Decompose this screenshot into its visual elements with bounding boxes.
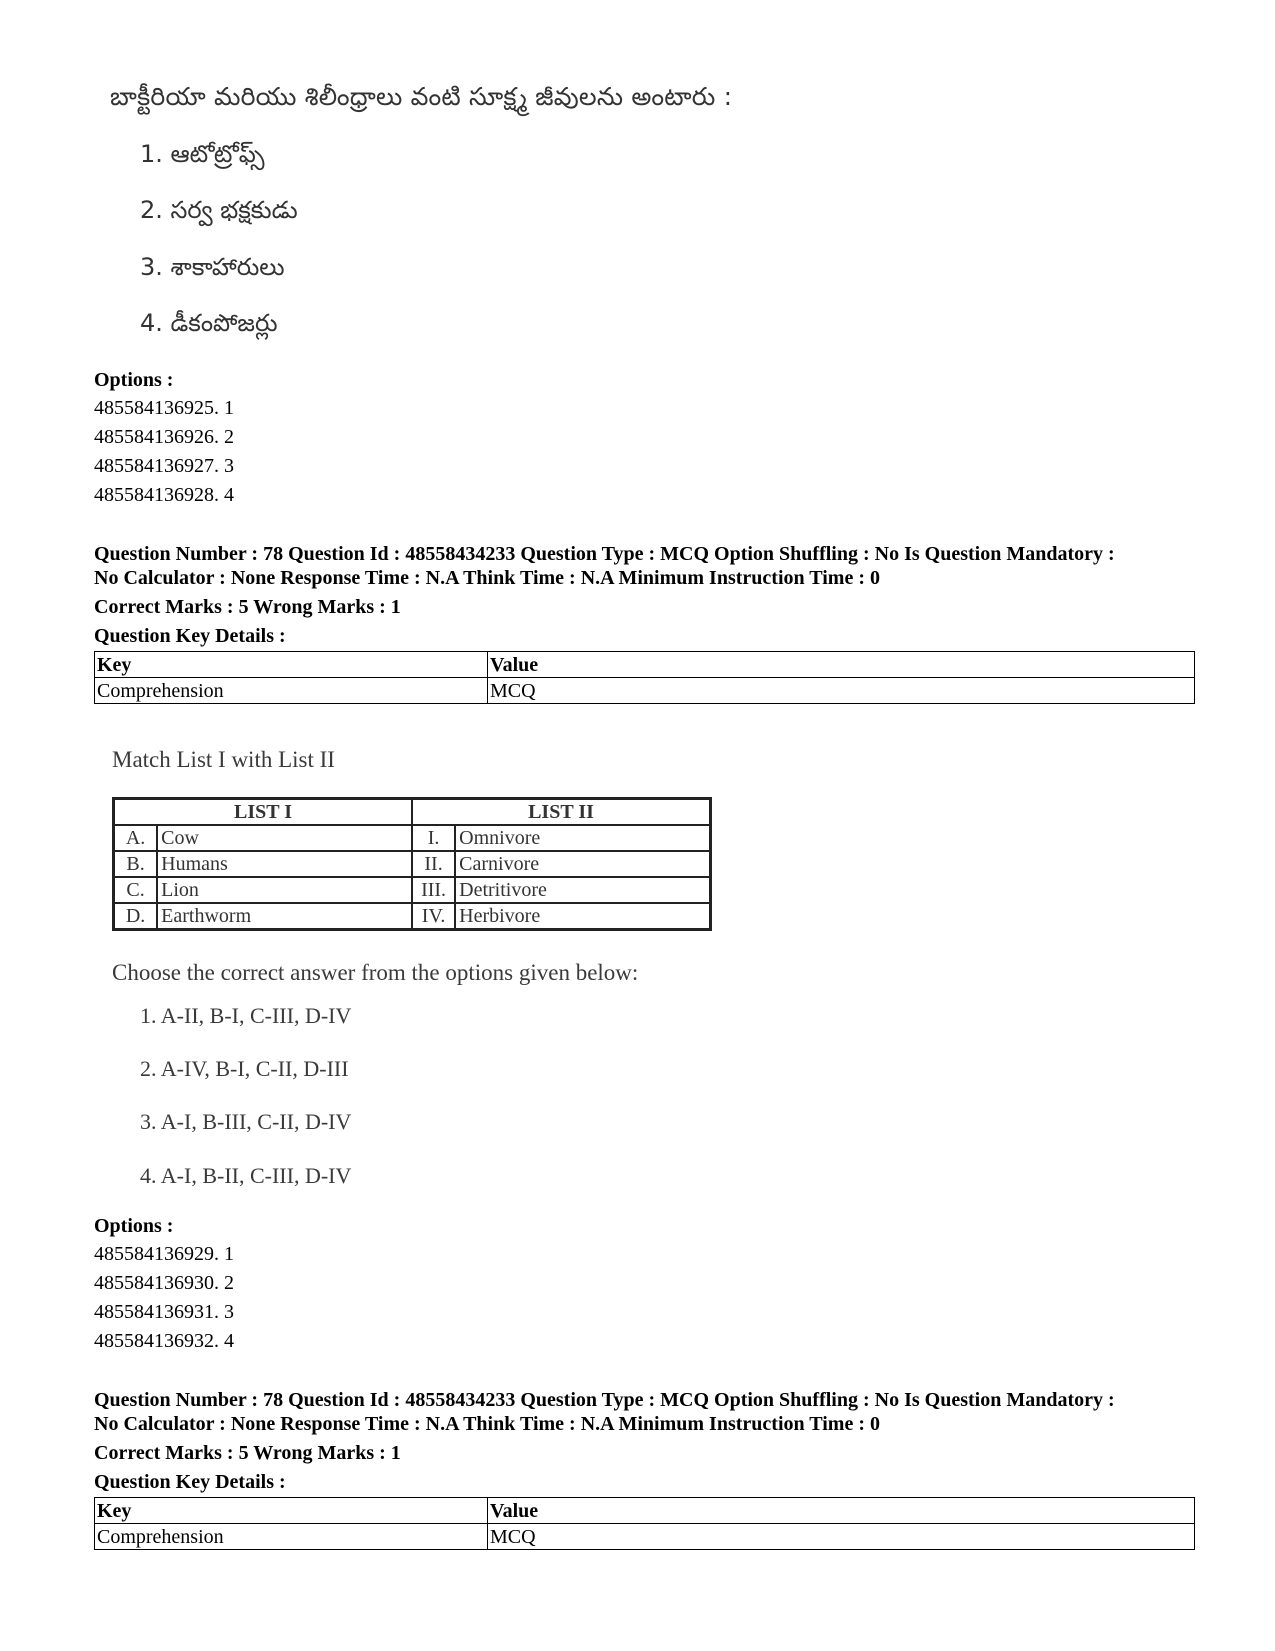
question-choice: 3. శాకాహారులు — [140, 253, 285, 281]
option-line: 485584136928. 4 — [94, 484, 234, 506]
list-ii-label: IV. — [412, 903, 455, 930]
list-i-label: D. — [114, 903, 158, 930]
question-meta — [94, 542, 1194, 704]
option-line: 485584136926. 2 — [94, 426, 234, 448]
list-i-label: C. — [114, 877, 158, 903]
match-row — [114, 851, 711, 877]
list-ii-item: Detritivore — [455, 877, 710, 903]
option-line: 485584136932. 4 — [94, 1330, 234, 1352]
option-line: 485584136927. 3 — [94, 455, 234, 477]
choose-instruction: Choose the correct answer from the options given below: — [112, 960, 639, 985]
list-i-item: Cow — [157, 825, 412, 851]
options-label: Options : — [94, 369, 174, 391]
question-text: బాక్టీరియా మరియు శిలీంధ్రాలు వంటి సూక్ష్మ జీవులను అంటారు : — [110, 82, 733, 111]
match-table — [112, 797, 712, 931]
marks-line: Correct Marks : 5 Wrong Marks : 1 — [94, 596, 401, 618]
list-ii-item: Herbivore — [455, 903, 710, 930]
question-choice: 2. సర్వ భక్షకుడు — [140, 196, 298, 224]
key-details-label: Question Key Details : — [94, 625, 286, 647]
match-row — [114, 825, 711, 851]
list-i-item: Lion — [157, 877, 412, 903]
list-ii-label: II. — [412, 851, 455, 877]
question-meta-line: No Calculator : None Response Time : N.A Think Time : N.A Minimum Instruction Time : 0 — [94, 567, 880, 589]
question-choice: 2. A-IV, B-I, C-II, D-III — [140, 1056, 349, 1081]
list-ii-header: LIST II — [412, 799, 711, 826]
key-header: Key — [95, 652, 488, 678]
question-meta-line: Question Number : 78 Question Id : 48558434233 Question Type : MCQ Option Shuffling : No Is Question Mandatory : — [94, 1389, 1115, 1411]
key-details-label: Question Key Details : — [94, 1471, 286, 1493]
list-ii-label: III. — [412, 877, 455, 903]
list-ii-item: Omnivore — [455, 825, 710, 851]
value-header: Value — [488, 652, 1195, 678]
key-header: Key — [95, 1498, 488, 1524]
list-i-item: Humans — [157, 851, 412, 877]
question-choice: 3. A-I, B-III, C-II, D-IV — [140, 1109, 352, 1134]
question-meta-line: No Calculator : None Response Time : N.A Think Time : N.A Minimum Instruction Time : 0 — [94, 1413, 880, 1435]
question-choice: 1. ఆటోట్రోఫ్స్ — [140, 140, 265, 168]
key-cell: Comprehension — [95, 1524, 488, 1550]
value-cell: MCQ — [488, 1524, 1195, 1550]
list-i-item: Earthworm — [157, 903, 412, 930]
option-line: 485584136930. 2 — [94, 1272, 234, 1294]
options-block — [94, 366, 1194, 510]
options-label: Options : — [94, 1215, 174, 1237]
list-ii-label: I. — [412, 825, 455, 851]
option-line: 485584136925. 1 — [94, 397, 234, 419]
list-ii-item: Carnivore — [455, 851, 710, 877]
match-row — [114, 877, 711, 903]
question-meta — [94, 1388, 1194, 1550]
option-line: 485584136931. 3 — [94, 1301, 234, 1323]
question-choice: 4. A-I, B-II, C-III, D-IV — [140, 1163, 352, 1188]
question-meta-line: Question Number : 78 Question Id : 48558434233 Question Type : MCQ Option Shuffling : No Is Question Mandatory : — [94, 543, 1115, 565]
key-cell: Comprehension — [95, 678, 488, 704]
option-line: 485584136929. 1 — [94, 1243, 234, 1265]
match-row — [114, 903, 711, 930]
list-i-label: B. — [114, 851, 158, 877]
key-table — [94, 1497, 1195, 1550]
list-i-header: LIST I — [114, 799, 412, 826]
marks-line: Correct Marks : 5 Wrong Marks : 1 — [94, 1442, 401, 1464]
options-block — [94, 1212, 1194, 1356]
key-table — [94, 651, 1195, 704]
value-header: Value — [488, 1498, 1195, 1524]
match-title: Match List I with List II — [112, 747, 335, 772]
question-choice: 1. A-II, B-I, C-III, D-IV — [140, 1003, 352, 1028]
question-choice: 4. డీకంపోజర్లు — [140, 309, 278, 337]
list-i-label: A. — [114, 825, 158, 851]
value-cell: MCQ — [488, 678, 1195, 704]
